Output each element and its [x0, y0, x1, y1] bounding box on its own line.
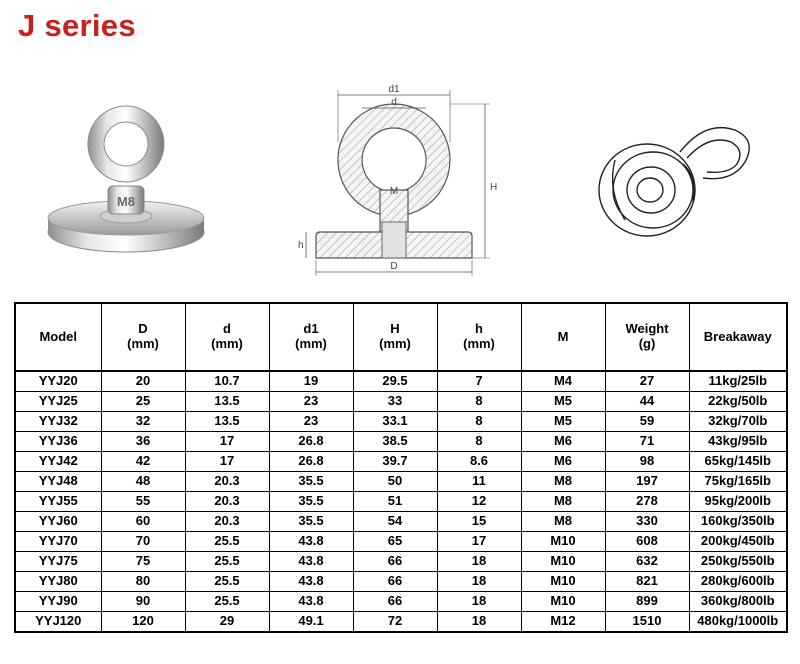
cell-weight: 632	[605, 552, 689, 572]
cell-H: 65	[353, 532, 437, 552]
magnet-photo	[36, 100, 216, 270]
spec-table	[14, 302, 788, 633]
table-row	[15, 472, 787, 492]
header-d1	[269, 303, 353, 371]
cell-H: 72	[353, 612, 437, 633]
cell-D: 25	[101, 392, 185, 412]
header-H	[353, 303, 437, 371]
cell-h: 8	[437, 412, 521, 432]
cell-weight: 278	[605, 492, 689, 512]
cell-M: M10	[521, 592, 605, 612]
table-row	[15, 552, 787, 572]
cell-breakaway: 65kg/145lb	[689, 452, 787, 472]
cell-d1: 49.1	[269, 612, 353, 633]
cell-weight: 821	[605, 572, 689, 592]
page-title: J series	[18, 8, 136, 43]
table-row	[15, 492, 787, 512]
header-D-label: D	[138, 321, 148, 337]
cell-weight: 44	[605, 392, 689, 412]
cell-H: 66	[353, 592, 437, 612]
cell-H: 29.5	[353, 371, 437, 392]
header-d-unit: (mm)	[211, 336, 243, 351]
D-label: D	[390, 261, 398, 272]
cell-D: 80	[101, 572, 185, 592]
spec-table-header-row	[15, 303, 787, 371]
header-d-label: d	[223, 321, 231, 337]
cell-D: 90	[101, 592, 185, 612]
cell-d: 25.5	[185, 592, 269, 612]
table-row	[15, 452, 787, 472]
cell-M: M10	[521, 552, 605, 572]
header-breakaway-label: Breakaway	[703, 328, 772, 344]
cell-H: 66	[353, 552, 437, 572]
cell-weight: 899	[605, 592, 689, 612]
cell-model: YYJ32	[15, 412, 101, 432]
header-d1-unit: (mm)	[295, 336, 327, 351]
cell-model: YYJ75	[15, 552, 101, 572]
table-row	[15, 392, 787, 412]
cell-H: 51	[353, 492, 437, 512]
magnet-line-sketch	[585, 112, 765, 262]
cell-d: 17	[185, 432, 269, 452]
thread-mark-label: M8	[116, 194, 136, 209]
cell-M: M8	[521, 512, 605, 532]
cell-d1: 43.8	[269, 572, 353, 592]
cell-M: M8	[521, 472, 605, 492]
cell-d: 17	[185, 452, 269, 472]
cell-D: 70	[101, 532, 185, 552]
cell-breakaway: 360kg/800lb	[689, 592, 787, 612]
cell-breakaway: 22kg/50lb	[689, 392, 787, 412]
cell-D: 120	[101, 612, 185, 633]
cell-breakaway: 280kg/600lb	[689, 572, 787, 592]
cell-breakaway: 43kg/95lb	[689, 432, 787, 452]
magnet-line-sketch-illustration	[585, 112, 765, 262]
cell-M: M5	[521, 412, 605, 432]
table-row	[15, 592, 787, 612]
cell-d: 25.5	[185, 532, 269, 552]
cell-d1: 23	[269, 412, 353, 432]
cell-model: YYJ70	[15, 532, 101, 552]
cell-H: 50	[353, 472, 437, 492]
h-base-label: h	[298, 240, 304, 251]
cell-h: 18	[437, 572, 521, 592]
header-h	[437, 303, 521, 371]
cell-D: 32	[101, 412, 185, 432]
cell-H: 66	[353, 572, 437, 592]
cell-d: 13.5	[185, 412, 269, 432]
header-H-label: H	[390, 321, 400, 337]
cell-D: 55	[101, 492, 185, 512]
header-model-label: Model	[39, 328, 78, 344]
cell-weight: 608	[605, 532, 689, 552]
cell-H: 33.1	[353, 412, 437, 432]
cell-D: 75	[101, 552, 185, 572]
cell-h: 17	[437, 532, 521, 552]
cell-model: YYJ90	[15, 592, 101, 612]
cell-D: 60	[101, 512, 185, 532]
cell-d: 10.7	[185, 371, 269, 392]
cell-model: YYJ55	[15, 492, 101, 512]
table-row	[15, 432, 787, 452]
cell-h: 12	[437, 492, 521, 512]
cell-d1: 35.5	[269, 512, 353, 532]
cell-H: 38.5	[353, 432, 437, 452]
cell-H: 33	[353, 392, 437, 412]
cell-breakaway: 32kg/70lb	[689, 412, 787, 432]
header-weight	[605, 303, 689, 371]
cell-breakaway: 480kg/1000lb	[689, 612, 787, 633]
cell-h: 7	[437, 371, 521, 392]
cell-breakaway: 200kg/450lb	[689, 532, 787, 552]
dimension-drawing-illustration	[300, 82, 510, 282]
table-row	[15, 572, 787, 592]
cell-M: M6	[521, 452, 605, 472]
cell-H: 39.7	[353, 452, 437, 472]
cell-d1: 26.8	[269, 452, 353, 472]
cell-D: 20	[101, 371, 185, 392]
cell-model: YYJ120	[15, 612, 101, 633]
cell-weight: 1510	[605, 612, 689, 633]
cell-h: 8	[437, 392, 521, 412]
header-H-unit: (mm)	[379, 336, 411, 351]
header-weight-unit: (g)	[638, 336, 656, 351]
cell-d1: 43.8	[269, 532, 353, 552]
h-height-label: H	[490, 182, 498, 193]
cell-M: M6	[521, 432, 605, 452]
cell-d: 13.5	[185, 392, 269, 412]
cell-d1: 43.8	[269, 592, 353, 612]
cell-M: M8	[521, 492, 605, 512]
cell-weight: 98	[605, 452, 689, 472]
cell-M: M4	[521, 371, 605, 392]
cell-breakaway: 75kg/165lb	[689, 472, 787, 492]
table-row	[15, 412, 787, 432]
cell-weight: 197	[605, 472, 689, 492]
header-D	[101, 303, 185, 371]
d-label: d	[391, 97, 397, 108]
cell-model: YYJ36	[15, 432, 101, 452]
cell-model: YYJ25	[15, 392, 101, 412]
cell-weight: 59	[605, 412, 689, 432]
header-weight-label: Weight	[625, 321, 669, 337]
table-row	[15, 512, 787, 532]
cell-breakaway: 250kg/550lb	[689, 552, 787, 572]
cell-h: 18	[437, 552, 521, 572]
cell-model: YYJ80	[15, 572, 101, 592]
cell-D: 48	[101, 472, 185, 492]
dimension-drawing	[300, 82, 510, 282]
header-d	[185, 303, 269, 371]
header-breakaway	[689, 303, 787, 371]
cell-d1: 43.8	[269, 552, 353, 572]
cell-d: 25.5	[185, 552, 269, 572]
cell-M: M10	[521, 532, 605, 552]
cell-model: YYJ20	[15, 371, 101, 392]
header-h-unit: (mm)	[463, 336, 495, 351]
cell-M: M10	[521, 572, 605, 592]
cell-d1: 35.5	[269, 472, 353, 492]
cell-model: YYJ42	[15, 452, 101, 472]
cell-model: YYJ60	[15, 512, 101, 532]
cell-d: 25.5	[185, 572, 269, 592]
cell-d1: 26.8	[269, 432, 353, 452]
header-model	[15, 303, 101, 371]
cell-h: 18	[437, 592, 521, 612]
header-M-label: M	[557, 328, 569, 344]
cell-M: M12	[521, 612, 605, 633]
table-row	[15, 371, 787, 392]
cell-d1: 19	[269, 371, 353, 392]
m-label: M	[389, 186, 399, 197]
cell-d: 20.3	[185, 492, 269, 512]
header-D-unit: (mm)	[127, 336, 159, 351]
cell-h: 8	[437, 432, 521, 452]
d1-label: d1	[388, 84, 400, 95]
cell-D: 42	[101, 452, 185, 472]
cell-h: 8.6	[437, 452, 521, 472]
cell-M: M5	[521, 392, 605, 412]
cell-h: 11	[437, 472, 521, 492]
table-row	[15, 612, 787, 633]
cell-D: 36	[101, 432, 185, 452]
cell-d1: 23	[269, 392, 353, 412]
header-h-label: h	[475, 321, 483, 337]
cell-d1: 35.5	[269, 492, 353, 512]
cell-h: 18	[437, 612, 521, 633]
cell-breakaway: 11kg/25lb	[689, 371, 787, 392]
cell-weight: 27	[605, 371, 689, 392]
table-row	[15, 532, 787, 552]
header-M	[521, 303, 605, 371]
cell-weight: 71	[605, 432, 689, 452]
cell-d: 29	[185, 612, 269, 633]
cell-model: YYJ48	[15, 472, 101, 492]
magnet-photo-illustration	[36, 100, 216, 270]
cell-d: 20.3	[185, 512, 269, 532]
cell-breakaway: 95kg/200lb	[689, 492, 787, 512]
cell-breakaway: 160kg/350lb	[689, 512, 787, 532]
header-d1-label: d1	[303, 321, 319, 337]
spec-table-body	[15, 371, 787, 632]
cell-d: 20.3	[185, 472, 269, 492]
cell-H: 54	[353, 512, 437, 532]
cell-h: 15	[437, 512, 521, 532]
cell-weight: 330	[605, 512, 689, 532]
